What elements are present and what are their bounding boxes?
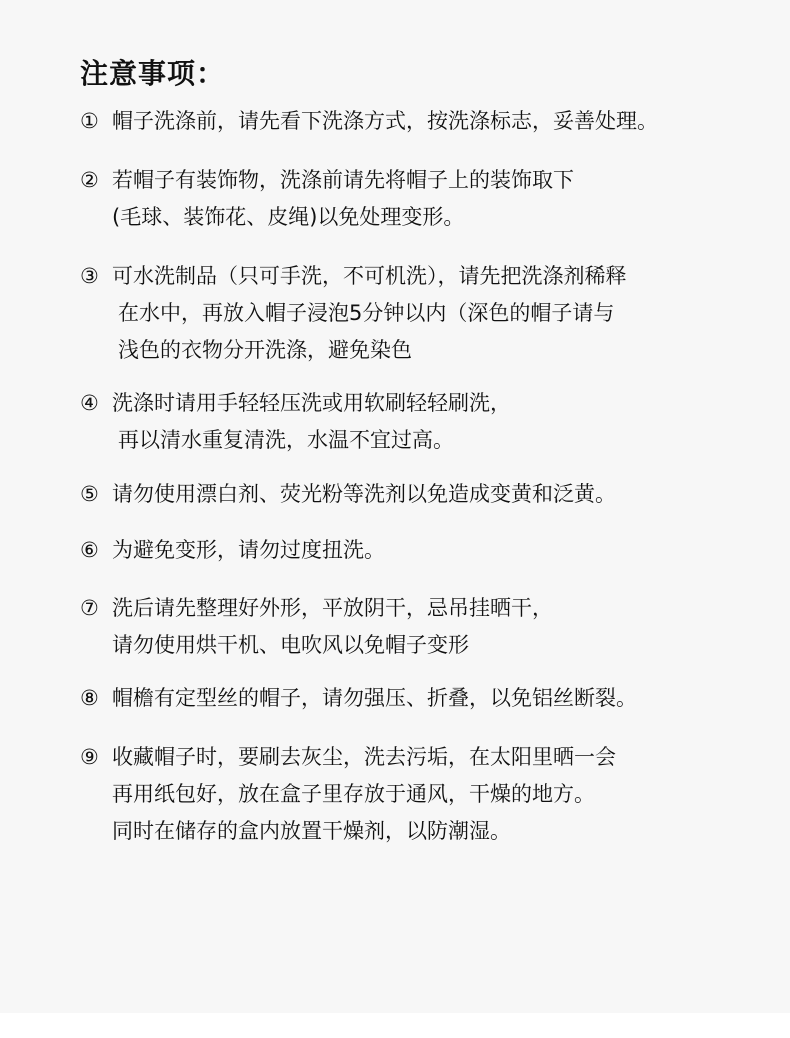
- care-item-2: [80, 162, 574, 236]
- item-text: 请勿使用烘干机、电吹风以免帽子变形: [112, 633, 469, 657]
- care-item-4: [80, 385, 511, 459]
- item-number: ⑨: [80, 745, 99, 769]
- item-text: 帽子洗涤前，请先看下洗涤方式，按洗涤标志，妥善处理。: [112, 109, 658, 133]
- item-text: 请勿使用漂白剂、荧光粉等洗剂以免造成变黄和泛黄。: [112, 482, 616, 506]
- item-number: ⑦: [80, 596, 99, 620]
- care-item-9: [80, 739, 616, 850]
- item-text: 帽檐有定型丝的帽子，请勿强压、折叠，以免铝丝断裂。: [112, 686, 637, 710]
- item-number: ④: [80, 391, 99, 415]
- care-item-5: [80, 476, 616, 513]
- item-number: ⑤: [80, 482, 99, 506]
- item-text: 洗后请先整理好外形，平放阴干，忌吊挂晒干，: [112, 596, 553, 620]
- item-text: 再以清水重复清洗，水温不宜过高。: [118, 428, 454, 452]
- item-text: 洗涤时请用手轻轻压洗或用软刷轻轻刷洗，: [112, 391, 511, 415]
- item-text: (毛球、装饰花、皮绳)以免处理变形。: [112, 205, 465, 229]
- item-text: 为避免变形，请勿过度扭洗。: [112, 538, 385, 562]
- item-number: ②: [80, 168, 99, 192]
- page-title: 注意事项：: [80, 57, 226, 90]
- item-text: 浅色的衣物分开洗涤，避免染色: [118, 338, 412, 362]
- item-text: 在水中，再放入帽子浸泡5分钟以内（深色的帽子请与: [118, 301, 615, 325]
- item-text: 再用纸包好，放在盒子里存放于通风，干燥的地方。: [112, 782, 595, 806]
- care-item-1: [80, 103, 658, 140]
- item-number: ⑥: [80, 538, 99, 562]
- care-item-8: [80, 680, 637, 717]
- item-text: 可水洗制品（只可手洗，不可机洗），请先把洗涤剂稀释: [112, 264, 627, 288]
- item-text: 收藏帽子时，要刷去灰尘，洗去污垢，在太阳里晒一会: [112, 745, 616, 769]
- item-text: 同时在储存的盒内放置干燥剂，以防潮湿。: [112, 819, 511, 843]
- item-number: ③: [80, 264, 99, 288]
- care-item-7: [80, 590, 553, 664]
- care-item-6: [80, 532, 385, 569]
- item-number: ①: [80, 109, 99, 133]
- care-item-3: [80, 258, 627, 369]
- item-text: 若帽子有装饰物，洗涤前请先将帽子上的装饰取下: [112, 168, 574, 192]
- item-number: ⑧: [80, 686, 99, 710]
